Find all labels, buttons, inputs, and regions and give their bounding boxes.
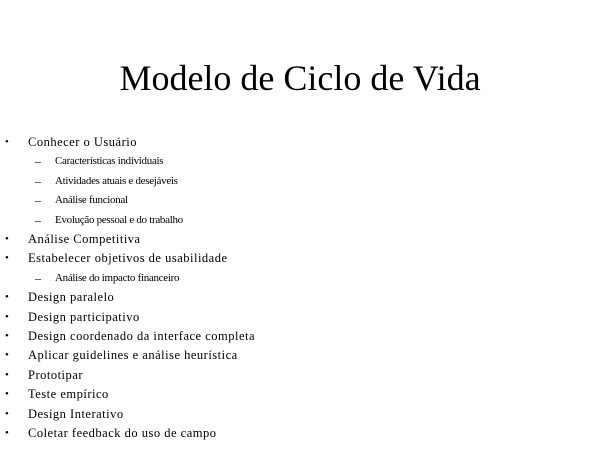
sub-bullet-text: Análise funcional: [55, 194, 128, 206]
bullet-marker: •: [5, 311, 9, 323]
bullet-marker: •: [5, 291, 9, 303]
bullet-text: Design Interativo: [28, 407, 124, 421]
sub-bullet-text: Análise do impacto financeiro: [55, 272, 180, 284]
bullet-text: Prototipar: [28, 368, 83, 382]
sub-bullet-text: Evolução pessoal e do trabalho: [55, 214, 183, 226]
sub-bullet-marker: –: [35, 271, 41, 285]
bullet-text: Design paralelo: [28, 290, 115, 304]
bullet-text: Análise Competitiva: [28, 232, 141, 246]
sub-bullet-marker: –: [35, 193, 41, 207]
bullet-text: Aplicar guidelines e análise heurística: [28, 348, 238, 362]
bullet-text: Estabelecer objetivos de usabilidade: [28, 251, 228, 265]
bullet-marker: •: [5, 388, 9, 400]
bullet-marker: •: [5, 427, 9, 439]
bullet-text: Design participativo: [28, 310, 140, 324]
bullet-marker: •: [5, 369, 9, 381]
bullet-marker: •: [5, 330, 9, 342]
sub-bullet-marker: –: [35, 174, 41, 188]
bullet-marker: •: [5, 252, 9, 264]
bullet-marker: •: [5, 136, 9, 148]
sub-bullet-text: Atividades atuais e desejáveis: [55, 175, 178, 187]
sub-bullet-text: Características individuais: [55, 155, 164, 167]
sub-bullet-marker: –: [35, 213, 41, 227]
bullet-marker: •: [5, 408, 9, 420]
bullet-text: Design coordenado da interface completa: [28, 329, 256, 343]
bullet-marker: •: [5, 349, 9, 361]
bullet-text: Teste empírico: [28, 387, 109, 401]
slide-title: Modelo de Ciclo de Vida: [119, 58, 481, 98]
bullet-text: Coletar feedback do uso de campo: [28, 426, 217, 440]
bullet-marker: •: [5, 233, 9, 245]
sub-bullet-marker: –: [35, 154, 41, 168]
bullet-text: Conhecer o Usuário: [28, 135, 137, 149]
